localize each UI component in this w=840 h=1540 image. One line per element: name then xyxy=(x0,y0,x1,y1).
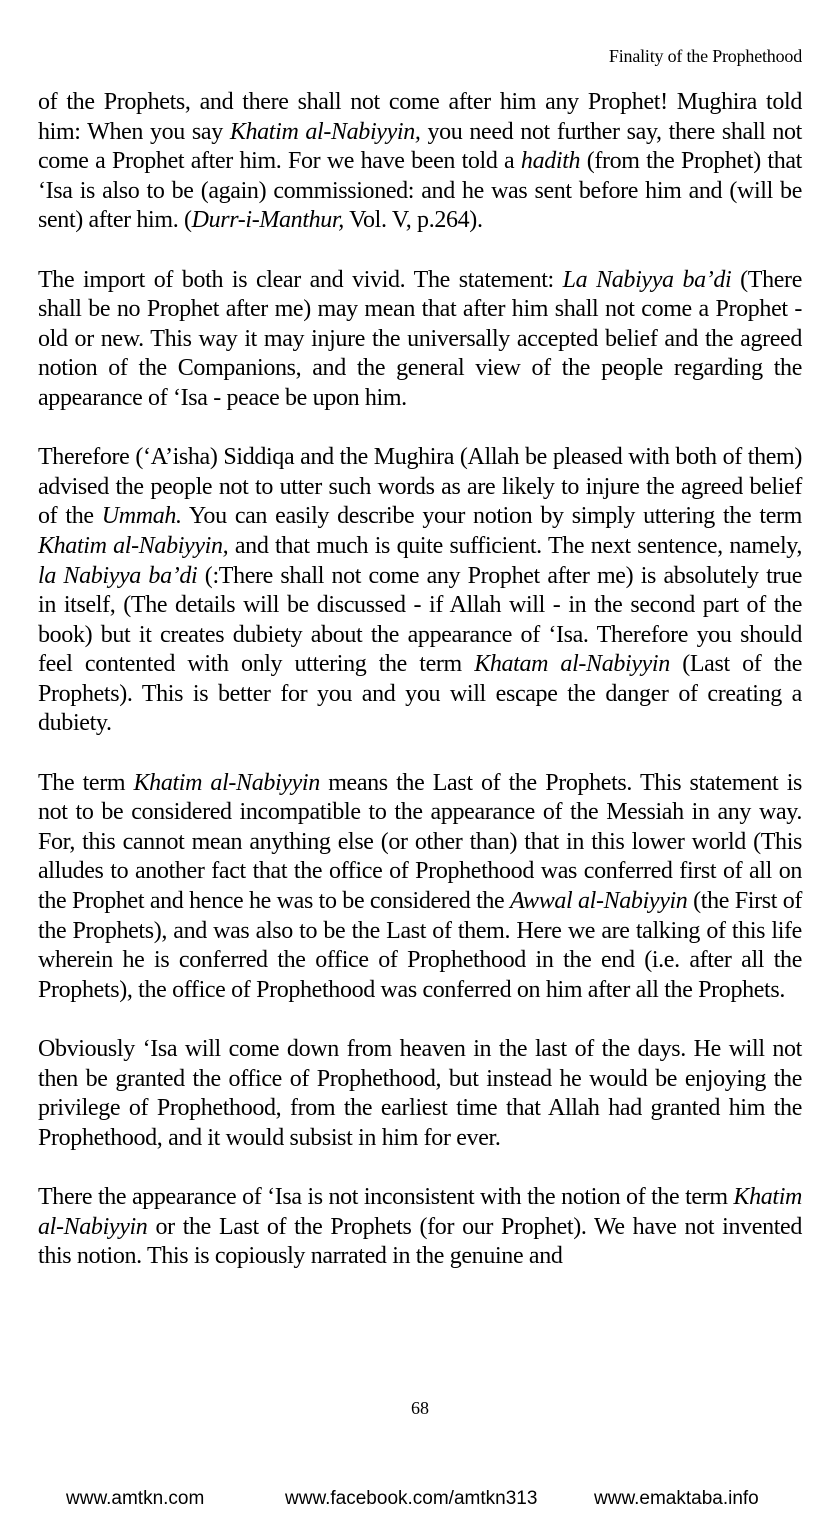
paragraph xyxy=(38,266,802,414)
italic-term: La Nabiyya ba’di xyxy=(562,266,732,293)
italic-term: la Nabiyya ba’di xyxy=(38,562,198,589)
text-run: The term xyxy=(38,769,134,796)
text-run: There the appearance of ‘Isa is not inconsistent with the notion of the term xyxy=(38,1183,734,1210)
paragraph xyxy=(38,1183,802,1272)
text-run: Vol. V, p.264). xyxy=(343,207,483,234)
italic-term: Khatim al-Nabiyyin xyxy=(38,1183,802,1240)
italic-term: Ummah. xyxy=(101,503,182,530)
paragraph xyxy=(38,769,802,1006)
text-run: (There shall be no Prophet after me) may mean that after him shall not come a Prophet - old or new. This way it may injure the universally accepted belief and the agreed notion of the Companions, and the general view of the people regarding the appearance of ‘Isa - peace be upon him. xyxy=(38,266,803,411)
text-run: Obviously ‘Isa will come down from heaven in the last of the days. He will not then be granted the office of Prophethood, but instead he would be enjoying the privilege of Prophethood, from the earliest time that Allah had granted him the Prophethood, and it would subsist in him for ever. xyxy=(38,1036,802,1151)
text-run: means the Last of the Prophets. This statement is not to be considered incompatible to the appearance of the Messiah in any way. For, this cannot mean anything else (or other than) that in this lower world (This alludes to another fact that the office of Prophethood was conferred first of all on the Prophet and hence he was to be considered the xyxy=(38,769,802,915)
running-header: Finality of the Prophethood xyxy=(608,46,802,66)
text-run: (Last of the Prophets). This is better for you and you will escape the danger of creating a dubiety. xyxy=(38,651,802,737)
page-number: 68 xyxy=(411,1398,429,1418)
text-run: The import of both is clear and vivid. The statement: xyxy=(38,266,563,293)
text-run: You can easily describe your notion by simply uttering the term xyxy=(181,503,802,530)
footer-link-facebook[interactable]: www.facebook.com/amtkn313 xyxy=(285,1488,538,1509)
paragraph xyxy=(38,88,802,236)
italic-term: Khatim al-Nabiyyin, xyxy=(229,118,421,145)
footer-link-library[interactable]: www.emaktaba.info xyxy=(594,1488,759,1509)
text-run: (:There shall not come any Prophet after me) is absolutely true in itself, (The details will be discussed - if Allah will - in the second part of the book) but it creates dubiety about the appearance of ‘Isa. Therefore you should feel contented with only uttering the term xyxy=(38,562,802,678)
italic-term: Khatam al-Nabiyyin xyxy=(474,651,670,678)
paragraph xyxy=(38,443,802,739)
text-run: Therefore (‘A’isha) Siddiqa and the Mughira (Allah be pleased with both of them) advised the people not to utter such words as are likely to injure the agreed belief of the xyxy=(38,444,802,530)
italic-term: hadith xyxy=(520,148,581,175)
text-run: and that much is quite sufficient. The next sentence, namely, xyxy=(228,532,802,559)
italic-term: Khatim al-Nabiyyin xyxy=(133,769,320,796)
paragraph xyxy=(38,1035,802,1153)
italic-term: Awwal al-Nabiyyin xyxy=(510,888,688,915)
body-text xyxy=(38,88,802,1272)
italic-term: Durr-i-Manthur, xyxy=(191,207,344,234)
text-run: (from the Prophet) that ‘Isa is also to be (again) commissioned: and he was sent before him and (will be sent) after him. ( xyxy=(38,148,802,234)
text-run: of the Prophets, and there shall not come after him any Prophet! Mughira told him: When you say xyxy=(38,89,802,145)
italic-term: Khatim al-Nabiyyin, xyxy=(38,532,229,559)
text-run: or the Last of the Prophets (for our Prophet). We have not invented this notion. This is copiously narrated in the genuine and xyxy=(38,1213,802,1270)
text-run: (the First of the Prophets), and was also to be the Last of them. Here we are talking of this life wherein he is conferred the office of Prophethood in the end (i.e. after all the Prophets), the office of Prophethood was conferred on him after all the Prophets. xyxy=(38,888,802,1003)
text-run: you need not further say, there shall not come a Prophet after him. For we have been told a xyxy=(38,118,802,175)
footer-link-site[interactable]: www.amtkn.com xyxy=(66,1488,205,1509)
